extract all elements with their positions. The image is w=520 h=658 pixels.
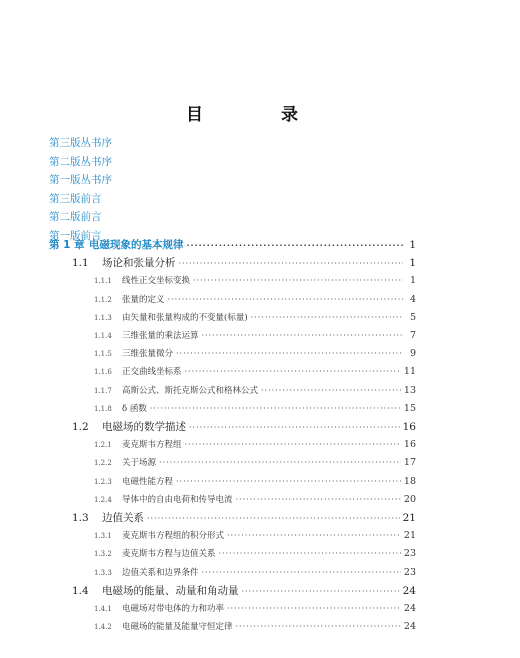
dot-leader bbox=[150, 400, 401, 418]
dot-leader bbox=[168, 291, 403, 309]
toc-number: 1.3.2 bbox=[94, 550, 112, 559]
dot-leader bbox=[202, 327, 403, 345]
toc-number: 1.4.2 bbox=[94, 623, 112, 632]
toc-page-number: 20 bbox=[403, 493, 416, 505]
toc-page-number: 21 bbox=[402, 512, 416, 524]
toc-page-number: 9 bbox=[409, 348, 416, 360]
toc-label: 麦克斯韦方程组 bbox=[122, 440, 182, 451]
toc-entry-chapter[interactable] bbox=[49, 236, 416, 254]
toc-entry-sub[interactable] bbox=[94, 363, 416, 381]
dot-leader bbox=[193, 272, 403, 290]
toc-page-number: 17 bbox=[403, 457, 416, 469]
preface-link[interactable]: 第二版丛书序 bbox=[49, 155, 112, 168]
toc-label: 电磁场对带电体的力和功率 bbox=[122, 604, 225, 614]
toc-label: 关于场源 bbox=[122, 458, 157, 469]
toc-entry-sub[interactable] bbox=[94, 527, 416, 545]
dot-leader bbox=[251, 309, 403, 327]
dot-leader bbox=[261, 382, 401, 400]
dot-leader bbox=[236, 491, 401, 509]
toc-number: 1.1.4 bbox=[94, 332, 112, 340]
toc-page-number: 16 bbox=[402, 421, 416, 433]
toc-number: 第 1 章 bbox=[49, 239, 85, 251]
toc-entry-section[interactable] bbox=[72, 582, 416, 600]
toc-page-number: 18 bbox=[403, 475, 416, 487]
toc-number: 1.2.3 bbox=[94, 477, 112, 486]
preface-link[interactable]: 第二版前言 bbox=[49, 211, 102, 223]
toc-page-number: 7 bbox=[409, 330, 416, 341]
toc-page-number: 1 bbox=[409, 257, 416, 270]
dot-leader bbox=[176, 345, 403, 363]
toc-number: 1.1.2 bbox=[94, 295, 112, 304]
toc-entry-sub[interactable] bbox=[94, 545, 416, 563]
toc-number: 1.2.4 bbox=[94, 495, 112, 504]
toc-entry-sub[interactable] bbox=[94, 327, 416, 345]
toc-number: 1.2.1 bbox=[94, 441, 112, 450]
toc-entry-sub[interactable] bbox=[94, 436, 416, 454]
toc-entry-sub[interactable] bbox=[94, 272, 416, 290]
dot-leader bbox=[159, 454, 401, 472]
toc-label: 线性正交坐标变换 bbox=[122, 276, 191, 287]
preface-link[interactable]: 第三版前言 bbox=[49, 192, 102, 205]
toc-entry-section[interactable] bbox=[72, 509, 416, 527]
toc-number: 1.1 bbox=[72, 257, 89, 270]
toc-number: 1.2 bbox=[72, 421, 89, 433]
toc-entry-sub[interactable] bbox=[94, 473, 416, 491]
toc-page-number: 13 bbox=[403, 384, 416, 396]
toc-page-number: 24 bbox=[402, 584, 416, 597]
dot-leader bbox=[185, 436, 401, 454]
toc-label: 电磁性能方程 bbox=[122, 476, 174, 487]
toc-page-number: 23 bbox=[403, 566, 416, 578]
toc-label: 边值关系 bbox=[102, 512, 144, 524]
toc-page-number: 21 bbox=[403, 530, 416, 542]
toc-number: 1.1.6 bbox=[94, 368, 112, 377]
toc-entry-sub[interactable] bbox=[94, 454, 416, 472]
toc-page-number: 24 bbox=[403, 603, 416, 614]
dot-leader bbox=[185, 363, 401, 381]
toc-entry-section[interactable] bbox=[72, 418, 416, 436]
dot-leader bbox=[236, 618, 401, 636]
toc-number: 1.4.1 bbox=[94, 605, 112, 613]
toc-number: 1.1.5 bbox=[94, 350, 112, 359]
toc-page-number: 24 bbox=[403, 621, 416, 633]
toc-label: 张量的定义 bbox=[122, 294, 165, 305]
toc-entry-sub[interactable] bbox=[94, 618, 416, 636]
dot-leader bbox=[219, 545, 401, 563]
toc-number: 1.1.7 bbox=[94, 386, 112, 395]
dot-leader bbox=[202, 564, 401, 582]
toc-label: 电磁场的数学描述 bbox=[102, 421, 186, 433]
toc-label: 正交曲线坐标系 bbox=[122, 367, 182, 378]
toc-label: δ 函数 bbox=[122, 403, 147, 414]
toc-label: 电磁场的能量、动量和角动量 bbox=[102, 584, 239, 597]
toc-entry-sub[interactable] bbox=[94, 382, 416, 400]
toc-label: 场论和张量分析 bbox=[102, 257, 176, 270]
toc-number: 1.3.3 bbox=[94, 568, 112, 577]
preface-list bbox=[49, 134, 112, 245]
toc-page-number: 23 bbox=[403, 548, 416, 560]
toc-label: 麦克斯韦方程组的积分形式 bbox=[122, 531, 225, 542]
toc-label: 电磁现象的基本规律 bbox=[89, 239, 184, 251]
preface-link[interactable]: 第一版前言 bbox=[49, 229, 102, 242]
toc-label: 高斯公式、斯托克斯公式和格林公式 bbox=[122, 385, 259, 396]
dot-leader bbox=[242, 583, 400, 601]
toc-label: 边值关系和边界条件 bbox=[122, 567, 199, 578]
dot-leader bbox=[187, 237, 404, 255]
dot-leader bbox=[179, 255, 404, 273]
dot-leader bbox=[176, 473, 401, 491]
toc-number: 1.2.2 bbox=[94, 459, 112, 468]
toc-page-number: 15 bbox=[403, 402, 416, 414]
toc-label: 电磁场的能量及能量守恒定律 bbox=[122, 622, 233, 633]
toc-entry-sub[interactable] bbox=[94, 400, 416, 418]
dot-leader bbox=[227, 600, 401, 618]
dot-leader bbox=[227, 527, 401, 545]
toc-number: 1.4 bbox=[72, 584, 89, 597]
toc-number: 1.3.1 bbox=[94, 532, 112, 541]
toc-page-number: 5 bbox=[409, 311, 416, 323]
toc-page-number: 16 bbox=[403, 439, 416, 451]
toc-number: 1.3 bbox=[72, 512, 89, 524]
toc-number: 1.1.8 bbox=[94, 404, 112, 413]
dot-leader bbox=[147, 510, 400, 528]
toc-number: 1.1.3 bbox=[94, 313, 112, 322]
toc-label: 麦克斯韦方程与边值关系 bbox=[122, 549, 216, 560]
toc-label: 三维张量微分 bbox=[122, 349, 174, 360]
toc-entry-sub[interactable] bbox=[94, 491, 416, 509]
toc-page-number: 1 bbox=[409, 275, 416, 287]
toc-label: 三维张量的乘法运算 bbox=[122, 331, 199, 341]
toc-page-number: 11 bbox=[403, 366, 416, 378]
toc-entry-sub[interactable] bbox=[94, 600, 416, 618]
dot-leader bbox=[189, 419, 400, 437]
toc-entry-sub[interactable] bbox=[94, 309, 416, 327]
toc-number: 1.1.1 bbox=[94, 277, 112, 286]
toc-entry-sub[interactable] bbox=[94, 345, 416, 363]
toc-label: 导体中的自由电荷和传导电流 bbox=[122, 494, 233, 505]
toc-entry-section[interactable] bbox=[72, 254, 416, 272]
toc-page-number: 4 bbox=[409, 293, 416, 305]
toc-label: 由矢量和张量构成的不变量(标量) bbox=[122, 312, 248, 323]
preface-link[interactable]: 第一版丛书序 bbox=[49, 174, 112, 186]
toc-page-number: 1 bbox=[409, 239, 416, 251]
preface-link[interactable]: 第三版丛书序 bbox=[49, 137, 112, 149]
toc-entry-sub[interactable] bbox=[94, 291, 416, 309]
page-title: 目 录 bbox=[186, 105, 334, 125]
toc-entry-sub[interactable] bbox=[94, 564, 416, 582]
